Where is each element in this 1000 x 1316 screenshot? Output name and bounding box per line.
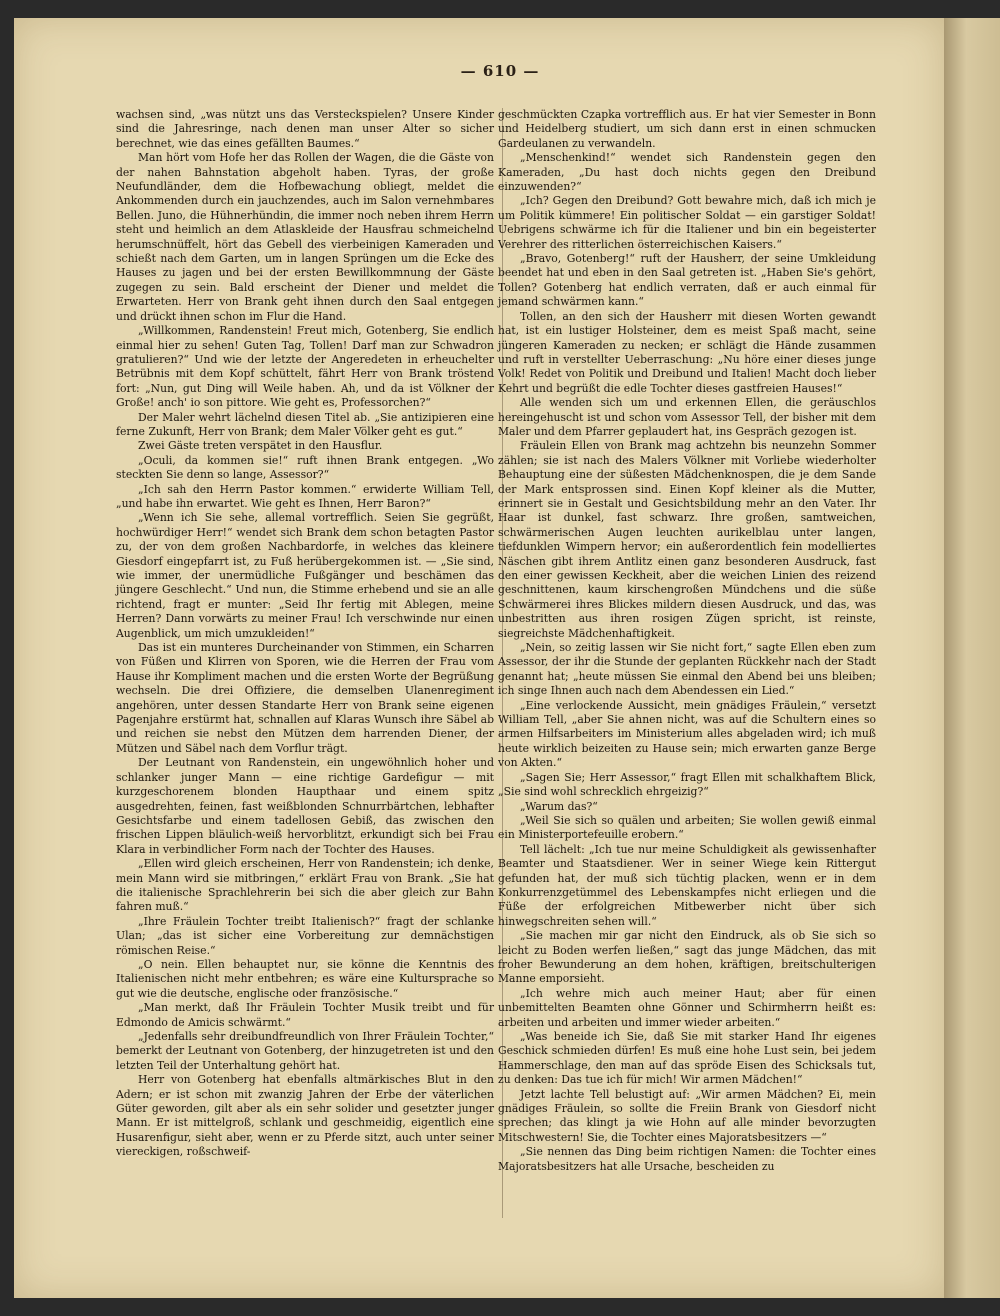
paragraph: wachsen sind, „was nützt uns das Versteckspielen? Unsere Kinder sind die Jahresringe, nach denen man unser Alter so sicher berechnet, wie das eines gefällten Baumes.“	[116, 108, 494, 150]
paragraph: „Ich? Gegen den Dreibund? Gott bewahre mich, daß ich mich je um Politik kümmere! Ein politischer Soldat — ein garstiger Soldat! Uebrigens schwärme ich für die Italiener und bin ein begeisterter Verehrer des ritterlichen österreichischen Kaisers.“	[498, 194, 876, 251]
paragraph: Das ist ein munteres Durcheinander von Stimmen, ein Scharren von Füßen und Klirren von Sporen, wie die Herren der Frau vom Hause ihr Kompliment machen und die ersten Worte der Begrüßung wechseln. Die drei Offiziere, die demselben Ulanenregiment angehören, unter dessen Standarte Herr von Brank seine eigenen Pagenjahre erstürmt hat, schnallen auf Klaras Wunsch ihre Säbel ab und reichen sie nebst den Mützen dem harrenden Diener, der Mützen und Säbel nach dem Vorflur trägt.	[116, 641, 494, 755]
paragraph: „Willkommen, Randenstein! Freut mich, Gotenberg, Sie endlich einmal hier zu sehen! Guten Tag, Tollen! Darf man zur Schwadron gratulieren?“ Und wie der letzte der Angeredeten in erheuchelter Betrübnis mit dem Kopf schüttelt, fährt Herr von Brank tröstend fort: „Nun, gut Ding will Weile haben. Ah, und da ist Völkner der Große! anch' io son pittore. Wie geht es, Professorchen?“	[116, 324, 494, 410]
paragraph: „Eine verlockende Aussicht, mein gnädiges Fräulein,“ versetzt William Tell, „aber Sie ahnen nicht, was auf die Schultern eines so armen Hilfsarbeiters im Ministerium alles abgeladen wird; ich muß heute wirklich beizeiten zu Hause sein; mich erwarten ganze Berge von Akten.“	[498, 698, 876, 770]
paragraph: „Ellen wird gleich erscheinen, Herr von Randenstein; ich denke, mein Mann wird sie mitbringen,“ erklärt Frau von Brank. „Sie hat die italienische Sprachlehrerin bei sich die aber gleich zur Bahn fahren muß.“	[116, 857, 494, 914]
paragraph: „Sie machen mir gar nicht den Eindruck, als ob Sie sich so leicht zu Boden werfen ließen,“ sagt das junge Mädchen, das mit froher Bewunderung an dem hohen, kräftigen, breitschulterigen Manne emporsieht.	[498, 929, 876, 986]
paragraph: Fräulein Ellen von Brank mag achtzehn bis neunzehn Sommer zählen; sie ist nach des Malers Völkner mit Vorliebe wiederholter Behauptung eine der süßesten Mädchenknospen, die je dem Sande der Mark entsprossen sind. Einen Kopf kleiner als die Mutter, erinnert sie in Gestalt und Gesichtsbildung mehr an den Vater. Ihr Haar ist dunkel, fast schwarz. Ihre großen, samtweichen, schwärmerischen Augen leuchten aurikelblau unter langen, tiefdunklen Wimpern hervor; ein außerordentlich fein modelliertes Näschen gibt ihrem Antlitz einen ganz besonderen Ausdruck, fast den einer gewissen Keckheit, aber die weichen Linien des reizend geschnittenen, kaum kirschengroßen Mündchens und die süße Schwärmerei ihres Blickes mildern diesen Ausdruck, und das, was unbestritten aus ihren rosigen Zügen spricht, ist reinste, siegreichste Mädchenhaftigkeit.	[498, 439, 876, 640]
paragraph: „Jedenfalls sehr dreibundfreundlich von Ihrer Fräulein Tochter,“ bemerkt der Leutnant von Gotenberg, der hinzugetreten ist und den letzten Teil der Unterhaltung gehört hat.	[116, 1030, 494, 1072]
right-text-column	[498, 108, 876, 1174]
paragraph: Der Maler wehrt lächelnd diesen Titel ab. „Sie antizipieren eine ferne Zukunft, Herr von Brank; dem Maler Völker geht es gut.“	[116, 410, 494, 438]
page-edge	[944, 18, 1000, 1298]
paragraph: „Sie nennen das Ding beim richtigen Namen: die Tochter eines Majoratsbesitzers hat alle Ursache, bescheiden zu	[498, 1145, 876, 1173]
paragraph: Tollen, an den sich der Hausherr mit diesen Worten gewandt hat, ist ein lustiger Holsteiner, dem es meist Spaß macht, seine jüngeren Kameraden zu necken; er schlägt die Hände zusammen und ruft in verstellter Ueberraschung: „Nu höre einer dieses junge Volk! Redet von Politik und Dreibund und Italien! Macht doch lieber Kehrt und begrüßt die edle Tochter dieses gastfreien Hauses!“	[498, 309, 876, 395]
paragraph: Tell lächelt: „Ich tue nur meine Schuldigkeit als gewissenhafter Beamter und Staatsdiener. Wer in seiner Wiege kein Rittergut gefunden hat, der muß sich tüchtig placken, wenn er in dem Konkurrenzgetümmel des Lebenskampfes nicht erliegen und die Füße der erfolgreichen Mitbewerber nicht über sich hinwegschreiten sehen will.“	[498, 842, 876, 928]
paragraph: Der Leutnant von Randenstein, ein ungewöhnlich hoher und schlanker junger Mann — eine richtige Gardefigur — mit kurzgeschorenem blonden Haupthaar und einem spitz ausgedrehten, feinen, fast weißblonden Schnurrbärtchen, lebhafter Gesichtsfarbe und einem tadellosen Gebiß, das zwischen den frischen Lippen bläulich-weiß hervorblitzt, erkundigt sich bei Frau Klara in verbindlicher Form nach der Tochter des Hauses.	[116, 756, 494, 856]
paragraph: „Nein, so zeitig lassen wir Sie nicht fort,“ sagte Ellen eben zum Assessor, der ihr die Stunde der geplanten Rückkehr nach der Stadt genannt hat; „heute müssen Sie einmal den Abend bei uns bleiben; ich singe Ihnen auch nach dem Abendessen ein Lied.“	[498, 641, 876, 698]
paragraph: „Ich wehre mich auch meiner Haut; aber für einen unbemittelten Beamten ohne Gönner und Schirmherrn heißt es: arbeiten und arbeiten und immer wieder arbeiten.“	[498, 986, 876, 1029]
page-number: — 610 —	[460, 62, 540, 80]
paragraph: „Warum das?“	[520, 799, 598, 813]
paragraph: Man hört vom Hofe her das Rollen der Wagen, die die Gäste von der nahen Bahnstation abgeholt haben. Tyras, der große Neufundländer, dem die Hofbewachung obliegt, meldet die Ankommenden durch ein jauchzendes, auch im Salon vernehmbares Bellen. Juno, die Hühnerhündin, die immer noch neben ihrem Herrn steht und heimlich an dem Atlaskleide der Hausfrau schmeichelnd herumschnüffelt, hört das Gebell des vierbeinigen Kameraden und schießt nach dem Garten, um in langen Sprüngen um die Ecke des Hauses zu jagen und bei der ersten Bewillkommnung der Gäste zugegen zu sein. Bald erscheint der Diener und meldet die Erwarteten. Herr von Brank geht ihnen durch den Saal entgegen und drückt ihnen schon im Flur die Hand.	[116, 151, 494, 323]
paragraph: „Menschenkind!“ wendet sich Randenstein gegen den Kameraden, „Du hast doch nichts gegen den Dreibund einzuwenden?“	[498, 151, 876, 194]
paragraph: Alle wenden sich um und erkennen Ellen, die geräuschlos hereingehuscht ist und schon vom Assessor Tell, der bisher mit dem Maler und dem Pfarrer geplaudert hat, ins Gespräch gezogen ist.	[498, 396, 876, 438]
left-text-column	[116, 108, 494, 1160]
paragraph: „Wenn ich Sie sehe, allemal vortrefflich. Seien Sie gegrüßt, hochwürdiger Herr!“ wendet sich Brank dem schon betagten Pastor zu, der von dem großen Nachbardorfe, in welches das kleinere Giesdorf eingepfarrt ist, zu Fuß herübergekommen ist. — „Sie sind, wie immer, der unermüdliche Fußgänger und beschämen das jüngere Geschlecht.“ Und nun, die Stimme erhebend und sie an alle richtend, fragt er munter: „Seid Ihr fertig mit Ablegen, meine Herren? Dann vorwärts zu meiner Frau! Ich verschwinde nur einen Augenblick, um mich umzukleiden!“	[116, 511, 494, 640]
paragraph: „Man merkt, daß Ihr Fräulein Tochter Musik treibt und für Edmondo de Amicis schwärmt.“	[116, 1001, 494, 1029]
paragraph: Jetzt lachte Tell belustigt auf: „Wir armen Mädchen? Ei, mein gnädiges Fräulein, so sollte die Freiin Brank von Giesdorf nicht sprechen; das klingt ja wie Hohn auf alle minder bevorzugten Mitschwestern! Sie, die Tochter eines Majoratsbesitzers —“	[498, 1087, 876, 1144]
paragraph: „Ihre Fräulein Tochter treibt Italienisch?“ fragt der schlanke Ulan; „das ist sicher eine Vorbereitung zur demnächstigen römischen Reise.“	[116, 914, 494, 957]
paragraph: geschmückten Czapka vortrefflich aus. Er hat vier Semester in Bonn und Heidelberg studiert, um sich dann erst in einen schmucken Gardeulanen zu verwandeln.	[498, 108, 876, 150]
paragraph: „Weil Sie sich so quälen und arbeiten; Sie wollen gewiß einmal ein Ministerportefeuille erobern.“	[498, 813, 876, 842]
paragraph: „Ich sah den Herrn Pastor kommen.“ erwiderte William Tell, „und habe ihn erwartet. Wie geht es Ihnen, Herr Baron?“	[116, 482, 494, 510]
paragraph: „Sagen Sie; Herr Assessor,“ fragt Ellen mit schalkhaftem Blick, „Sie sind wohl schrecklich ehrgeizig?“	[498, 770, 876, 799]
paragraph: „Bravo, Gotenberg!“ ruft der Hausherr, der seine Umkleidung beendet hat und eben in den Saal getreten ist. „Haben Sie's gehört, Tollen? Gotenberg hat endlich verraten, daß er auch einmal für jemand schwärmen kann.“	[498, 252, 876, 309]
paragraph: „O nein. Ellen behauptet nur, sie könne die Kenntnis des Italienischen nicht mehr entbehren; es wäre eine Kultursprache so gut wie die deutsche, englische oder französische.“	[116, 957, 494, 1000]
paragraph: Zwei Gäste treten verspätet in den Hausflur.	[138, 439, 383, 453]
paragraph: „Was beneide ich Sie, daß Sie mit starker Hand Ihr eigenes Geschick schmieden dürfen! Es muß eine hohe Lust sein, bei jedem Hammerschlage, den man auf das spröde Eisen des Schicksals tut, zu denken: Das tue ich für mich! Wir armen Mädchen!“	[498, 1030, 876, 1087]
paragraph: „Oculi, da kommen sie!“ ruft ihnen Brank entgegen. „Wo steckten Sie denn so lange, Assessor?“	[116, 453, 494, 482]
paragraph: Herr von Gotenberg hat ebenfalls altmärkisches Blut in den Adern; er ist schon mit zwanzig Jahren der Erbe der väterlichen Güter geworden, gilt aber als ein sehr solider und gesetzter junger Mann. Er ist mittelgroß, schlank und geschmeidig, eigentlich eine Husarenfigur, sieht aber, wenn er zu Pferde sitzt, auch unter seiner viereckigen, roßschweif-	[116, 1073, 494, 1159]
